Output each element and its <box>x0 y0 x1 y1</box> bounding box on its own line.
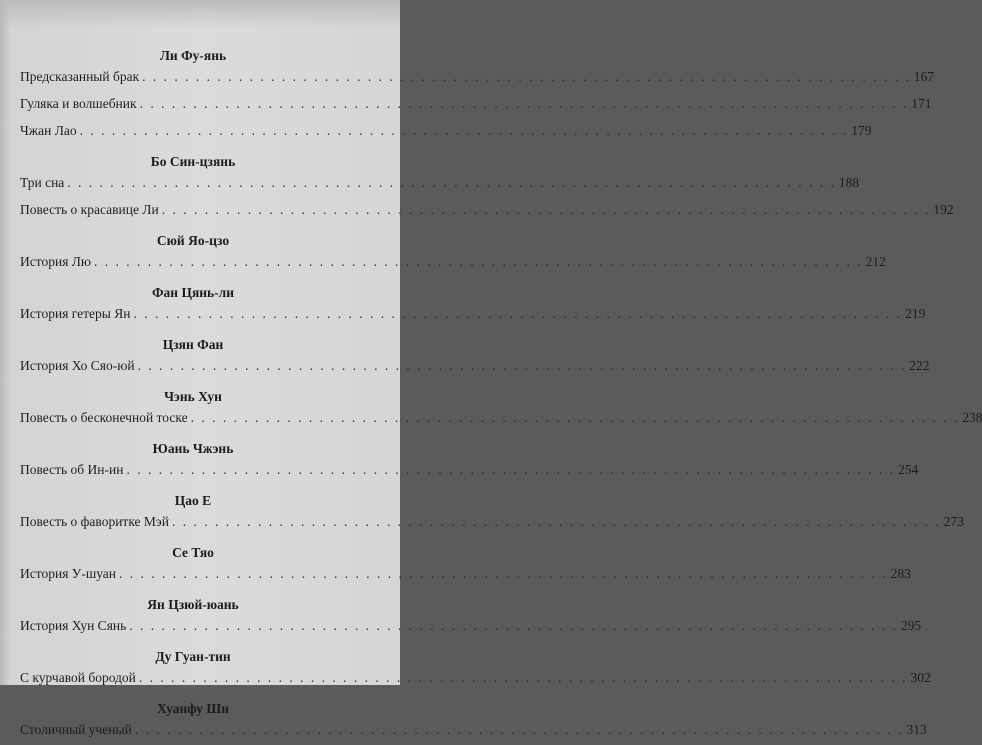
entry-page-number: 283 <box>890 566 911 581</box>
dot-leader <box>191 406 960 430</box>
toc-entry <box>20 562 911 589</box>
dot-leader <box>135 718 904 742</box>
entry-title: Повесть о бесконечной тоске <box>20 410 188 425</box>
entry-title: Предсказанный брак <box>20 69 140 84</box>
author-heading: Сюй Яо-цзо <box>156 233 230 248</box>
toc-entry <box>20 119 872 146</box>
toc-entry <box>20 406 982 433</box>
entry-page-number: 222 <box>909 358 930 373</box>
entry-page-number: 302 <box>910 670 931 685</box>
toc-entry <box>20 718 927 745</box>
entry-page-number: 254 <box>898 462 919 477</box>
entry-title: История У-шуан <box>20 566 117 581</box>
dot-leader <box>138 354 907 378</box>
author-heading: Чэнь Хун <box>164 389 222 404</box>
entry-title: С курчавой бородой <box>20 670 136 685</box>
entry-page-number: 273 <box>943 514 964 529</box>
author-heading: Ду Гуан-тин <box>155 649 231 664</box>
toc-entry <box>20 458 919 485</box>
toc-entry <box>20 250 886 277</box>
author-heading: Се Тяо <box>172 545 214 560</box>
toc-entry <box>20 92 932 119</box>
dot-leader <box>140 92 909 116</box>
author-heading: Юань Чжэнь <box>152 441 234 456</box>
toc-entry <box>20 614 922 641</box>
entry-page-number: 179 <box>851 123 872 138</box>
dot-leader <box>129 614 898 638</box>
entry-page-number: 295 <box>900 618 922 633</box>
entry-page-number: 212 <box>865 254 886 269</box>
entry-title: История Лю <box>20 254 92 269</box>
author-heading: Фан Цянь-ли <box>151 285 235 300</box>
entry-title: История гетеры Ян <box>20 306 131 321</box>
dot-leader <box>133 302 902 326</box>
dot-leader <box>142 65 911 89</box>
toc-entry <box>20 510 964 537</box>
entry-page-number: 192 <box>933 202 954 217</box>
dot-leader <box>119 562 888 586</box>
dot-leader <box>67 171 836 195</box>
entry-page-number: 313 <box>906 722 927 737</box>
entry-page-number: 238 <box>962 410 982 425</box>
table-of-contents <box>20 46 982 745</box>
author-heading: Ян Цзюй-юань <box>147 597 239 612</box>
author-heading: Ли Фу-янь <box>159 48 227 63</box>
entry-title: Повесть о красавице Ли <box>20 202 159 217</box>
toc-entry <box>20 198 954 225</box>
toc-entry <box>20 666 931 693</box>
dot-leader <box>126 458 895 482</box>
entry-title: История Хо Сяо-юй <box>20 358 135 373</box>
entry-page-number: 167 <box>913 69 935 84</box>
dot-leader <box>162 198 931 222</box>
entry-title: Повесть об Ин-ин <box>20 462 124 477</box>
entry-page-number: 188 <box>838 175 860 190</box>
entry-title: История Хун Сянь <box>20 618 127 633</box>
toc-entry <box>20 65 935 92</box>
toc-entry <box>20 354 930 381</box>
entry-page-number: 219 <box>905 306 926 321</box>
dot-leader <box>139 666 908 690</box>
author-heading: Бо Син-цзянь <box>150 154 236 169</box>
author-heading: Цзян Фан <box>162 337 224 352</box>
dot-leader <box>94 250 863 274</box>
toc-entry <box>20 302 926 329</box>
toc-entry <box>20 171 860 198</box>
entry-page-number: 171 <box>911 96 932 111</box>
dot-leader <box>172 510 941 534</box>
entry-title: Три сна <box>20 175 65 190</box>
entry-title: Повесть о фаворитке Мэй <box>20 514 169 529</box>
dot-leader <box>80 119 849 143</box>
entry-title: Гуляка и волшебник <box>20 96 137 111</box>
entry-title: Столичный ученый <box>20 722 132 737</box>
entry-title: Чжан Лао <box>20 123 77 138</box>
author-heading: Хуанфу Ши <box>156 701 230 716</box>
author-heading: Цао Е <box>174 493 212 508</box>
